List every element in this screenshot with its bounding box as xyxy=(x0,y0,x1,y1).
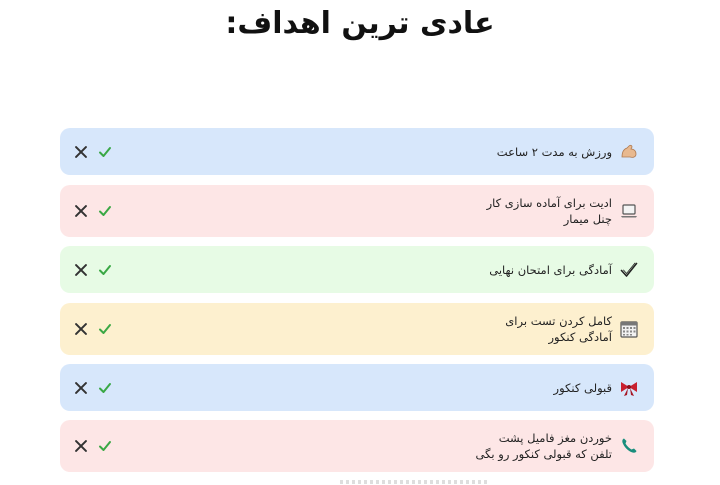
goal-actions xyxy=(74,204,112,218)
delete-goal-button[interactable] xyxy=(74,204,88,218)
check-icon xyxy=(98,439,112,453)
complete-goal-button[interactable] xyxy=(98,381,112,395)
check-icon xyxy=(98,322,112,336)
check-icon xyxy=(98,381,112,395)
goal-text: آمادگی برای امتحان نهایی xyxy=(489,262,612,277)
check-mark-icon xyxy=(618,259,640,281)
goal-actions xyxy=(74,381,112,395)
flexed-biceps-icon xyxy=(618,141,640,163)
goal-text: ادیت برای آماده سازی کار چنل میمار xyxy=(486,196,612,226)
goal-content xyxy=(554,377,640,399)
goal-text: خوردن مغز فامیل پشت تلفن که قبولی کنکور رو بگی xyxy=(475,431,612,461)
check-icon xyxy=(98,145,112,159)
complete-goal-button[interactable] xyxy=(98,322,112,336)
page-title: عادی ترین اهداف: xyxy=(225,6,495,41)
delete-goal-button[interactable] xyxy=(74,439,88,453)
calendar-icon xyxy=(618,318,640,340)
goal-content xyxy=(489,259,640,281)
delete-goal-button[interactable] xyxy=(74,322,88,336)
delete-goal-button[interactable] xyxy=(74,263,88,277)
complete-goal-button[interactable] xyxy=(98,263,112,277)
goal-card xyxy=(60,128,654,175)
complete-goal-button[interactable] xyxy=(98,145,112,159)
goal-card xyxy=(60,185,654,237)
ribbon-bow-icon xyxy=(618,377,640,399)
complete-goal-button[interactable] xyxy=(98,439,112,453)
goal-content xyxy=(487,195,640,227)
delete-goal-button[interactable] xyxy=(74,381,88,395)
goal-text: کامل کردن تست برای آمادگی کنکور xyxy=(505,314,612,344)
goal-card xyxy=(60,246,654,293)
check-icon xyxy=(98,263,112,277)
delete-goal-button[interactable] xyxy=(74,145,88,159)
goal-actions xyxy=(74,322,112,336)
goal-card xyxy=(60,364,654,411)
laptop-icon xyxy=(618,200,640,222)
goal-actions xyxy=(74,145,112,159)
goal-content xyxy=(475,430,640,462)
goal-text: قبولی کنکور xyxy=(553,380,612,395)
goal-card xyxy=(60,420,654,472)
goal-content xyxy=(497,141,640,163)
goal-content xyxy=(505,313,640,345)
check-icon xyxy=(98,204,112,218)
next-item-peek xyxy=(0,478,720,485)
goal-card xyxy=(60,303,654,355)
telephone-icon xyxy=(618,435,640,457)
goal-actions xyxy=(74,439,112,453)
goal-text: ورزش به مدت ۲ ساعت xyxy=(496,144,612,159)
complete-goal-button[interactable] xyxy=(98,204,112,218)
goal-actions xyxy=(74,263,112,277)
